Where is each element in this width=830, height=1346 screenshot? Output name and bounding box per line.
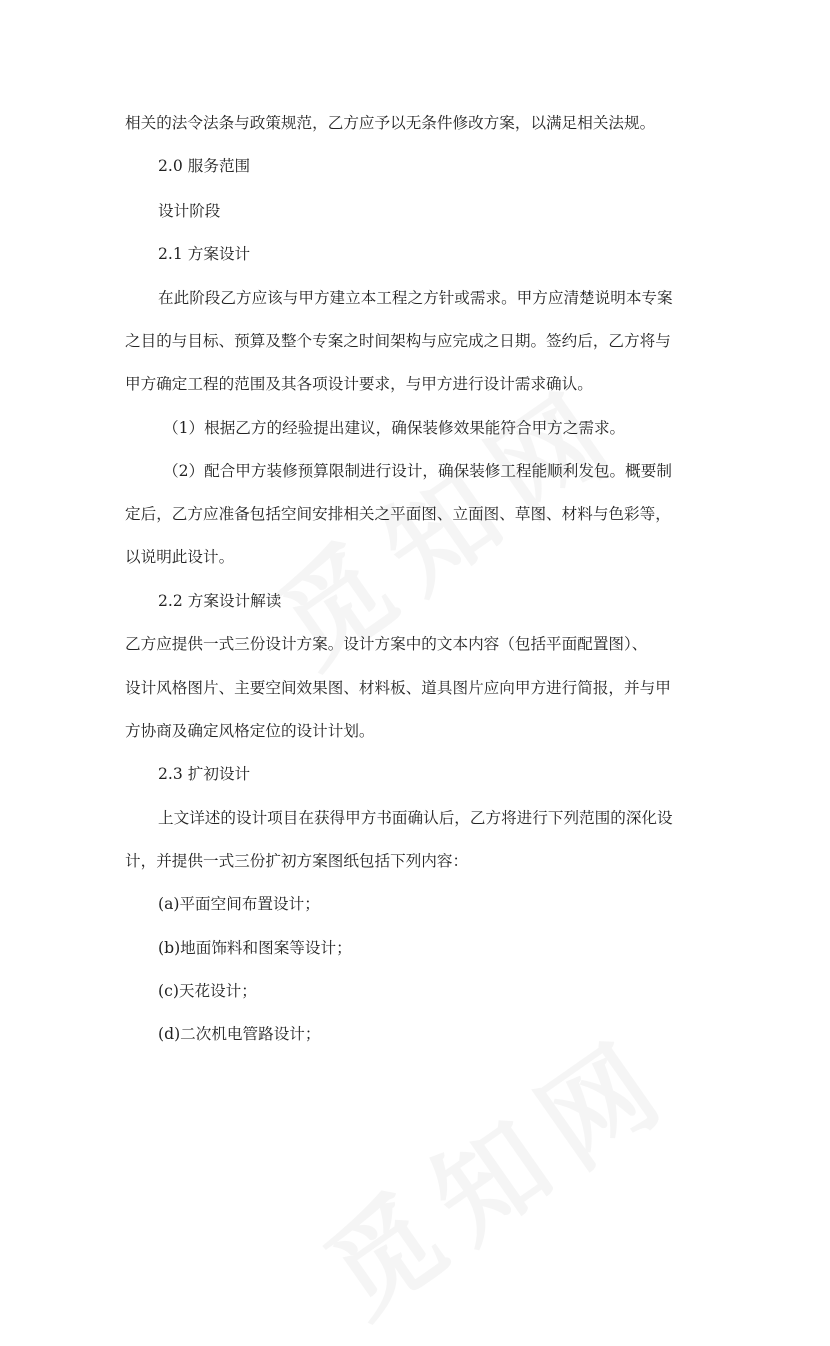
list-item: （1）根据乙方的经验提出建议，确保装修效果能符合甲方之需求。 [163, 419, 626, 437]
paragraph-line: 相关的法令法条与政策规范，乙方应予以无条件修改方案，以满足相关法规。 [125, 114, 656, 132]
section-heading-2-2: 2.2 方案设计解读 [158, 592, 282, 610]
paragraph-line: 设计风格图片、主要空间效果图、材料板、道具图片应向甲方进行简报，并与甲 [125, 679, 671, 697]
paragraph-line: 定后，乙方应准备包括空间安排相关之平面图、立面图、草图、材料与色彩等， [125, 505, 671, 523]
paragraph-line: 之目的与目标、预算及整个专案之时间架构与应完成之日期。签约后，乙方将与 [125, 332, 671, 350]
watermark-bottom [290, 992, 700, 1345]
paragraph-line: 以说明此设计。 [125, 548, 235, 566]
section-heading-2-1: 2.1 方案设计 [158, 245, 251, 263]
paragraph-line: 方协商及确定风格定位的设计计划。 [125, 722, 375, 740]
paragraph-line: 上文详述的设计项目在获得甲方书面确认后，乙方将进行下列范围的深化设 [158, 809, 673, 827]
paragraph-line: 乙方应提供一式三份设计方案。设计方案中的文本内容（包括平面配置图）、 [125, 635, 648, 653]
list-item: (d)二次机电管路设计； [158, 1025, 321, 1043]
paragraph-line: 在此阶段乙方应该与甲方建立本工程之方针或需求。甲方应清楚说明本专案 [158, 289, 673, 307]
paragraph-line: 甲方确定工程的范围及其各项设计要求，与甲方进行设计需求确认。 [125, 375, 593, 393]
section-heading-2-3: 2.3 扩初设计 [158, 765, 251, 783]
list-item: (a)平面空间布置设计； [158, 895, 320, 913]
paragraph-line: 计，并提供一式三份扩初方案图纸包括下列内容： [125, 852, 469, 870]
subheading-design-stage: 设计阶段 [158, 202, 221, 220]
section-heading-2-0: 2.0 服务范围 [158, 157, 251, 175]
list-item: （2）配合甲方装修预算限制进行设计，确保装修工程能顺利发包。概要制 [163, 462, 672, 480]
list-item: (b)地面饰料和图案等设计； [158, 939, 352, 957]
list-item: (c)天花设计； [158, 982, 257, 1000]
